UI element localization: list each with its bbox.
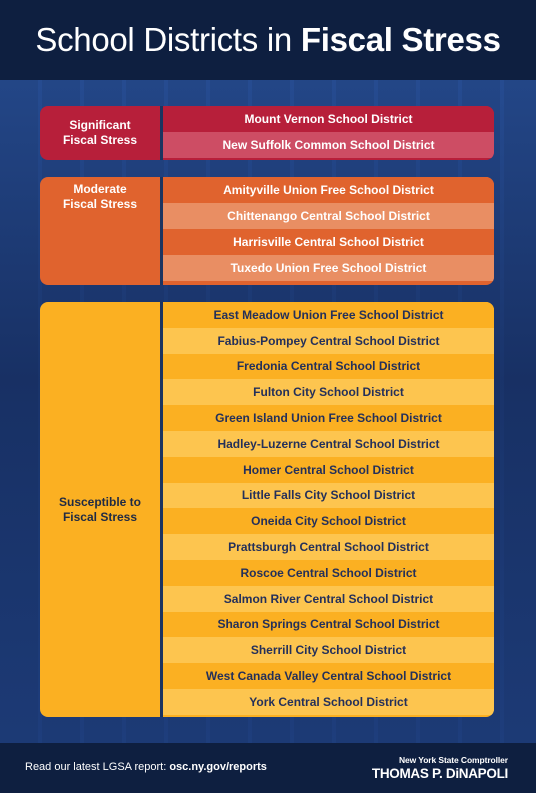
title-bold: Fiscal Stress: [300, 21, 501, 58]
district-row: Harrisville Central School District: [163, 229, 494, 255]
office-name: THOMAS P. DiNAPOLI: [371, 766, 508, 781]
district-row: New Suffolk Common School District: [163, 132, 494, 158]
report-text: Read our latest LGSA report:: [25, 761, 167, 773]
district-list: [163, 302, 494, 715]
group-label-moderate: [40, 177, 160, 285]
page-title: [0, 0, 536, 80]
group-susceptible-stress: [40, 302, 494, 717]
title-regular: School Districts in: [35, 21, 292, 58]
district-row: York Central School District: [163, 689, 494, 715]
district-list: [163, 177, 494, 281]
district-row: Chittenango Central School District: [163, 203, 494, 229]
label-line1: Significant: [69, 118, 131, 132]
district-row: Prattsburgh Central School District: [163, 534, 494, 560]
district-row: Sherrill City School District: [163, 637, 494, 663]
district-row: Hadley-Luzerne Central School District: [163, 431, 494, 457]
district-row: Green Island Union Free School District: [163, 405, 494, 431]
group-significant-stress: [40, 106, 494, 160]
district-row: Salmon River Central School District: [163, 586, 494, 612]
office-title: New York State Comptroller: [398, 755, 508, 765]
district-row: Sharon Springs Central School District: [163, 612, 494, 638]
district-row: East Meadow Union Free School District: [163, 302, 494, 328]
group-label-significant: [40, 106, 160, 160]
label-line1: Susceptible to: [58, 494, 141, 509]
comptroller-logo: [372, 755, 508, 781]
label-line2: Fiscal Stress: [62, 197, 138, 211]
district-row: Fabius-Pompey Central School District: [163, 328, 494, 354]
label-line2: Fiscal Stress: [62, 509, 138, 524]
district-row: Homer Central School District: [163, 457, 494, 483]
group-label-susceptible: [40, 302, 160, 717]
district-row: Little Falls City School District: [163, 483, 494, 509]
district-row: Amityville Union Free School District: [163, 177, 494, 203]
district-row: Oneida City School District: [163, 508, 494, 534]
label-line2: Fiscal Stress: [62, 133, 138, 147]
district-row: Fredonia Central School District: [163, 354, 494, 380]
district-row: Tuxedo Union Free School District: [163, 255, 494, 281]
report-note: [25, 761, 267, 773]
report-link[interactable]: osc.ny.gov/reports: [169, 761, 267, 773]
district-row: Mount Vernon School District: [163, 106, 494, 132]
district-row: West Canada Valley Central School District: [163, 663, 494, 689]
group-moderate-stress: [40, 177, 494, 285]
district-row: Fulton City School District: [163, 379, 494, 405]
footer: [0, 743, 536, 793]
label-line1: Moderate: [73, 182, 127, 196]
district-list: [163, 106, 494, 158]
district-row: Roscoe Central School District: [163, 560, 494, 586]
